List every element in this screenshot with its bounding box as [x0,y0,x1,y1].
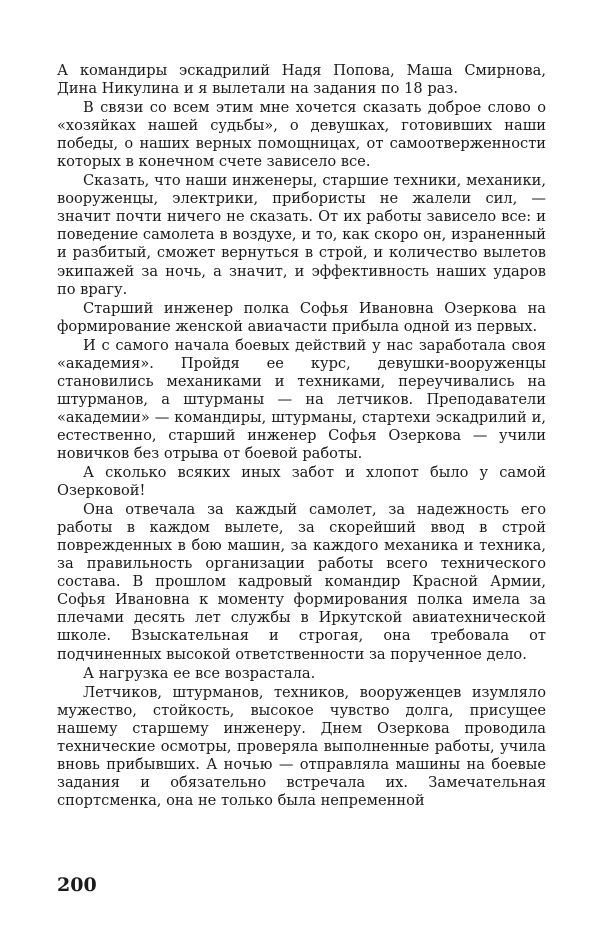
paragraph-4: Старший инженер полка Софья Ивановна Озеркова на формирование женской авиачасти прибыла одной из первых. [57,299,546,335]
paragraph-3: Сказать, что наши инженеры, старшие техники, механики, вооруженцы, электрики, прибористы не жалели сил, — значит почти ничего не сказать. От их работы зависело все: и поведение самолета в воздухе, и то, как скоро он, израненный и разбитый, сможет вернуться в строй, и количество вылетов экипажей за ночь, а значит, и эффективность наших ударов по врагу. [57,172,546,298]
page-number: 200 [57,874,97,896]
paragraph-9: Летчиков, штурманов, техников, вооруженцев изумляло мужество, стойкость, высокое чувство долга, присущее нашему старшему инженеру. Днем Озеркова проводила технические осмотры, проверяла выполненные работы, учила вновь прибывших. А ночью — отправляла машины на боевые задания и обязательно встречала их. Замечательная спортсменка, она не только была непременной [57,683,546,809]
paragraph-7: Она отвечала за каждый самолет, за надежность его работы в каждом вылете, за скорейший ввод в строй поврежденных в бою машин, за каждого механика и техника, за правильность организации работы всего технического состава. В прошлом кадровый командир Красной Армии, Софья Ивановна к моменту формирования полка имела за плечами десять лет службы в Иркутской авиатехнической школе. Взыскательная и строгая, она требовала от подчиненных высокой ответственности за порученное дело. [57,501,546,663]
paragraph-2: В связи со всем этим мне хочется сказать доброе слово о «хозяйках нашей судьбы», о девушках, готовивших наши победы, о наших верных помощницах, от самоотверженности которых в конечном счете зависело все. [57,99,546,171]
paragraph-1: А командиры эскадрилий Надя Попова, Маша Смирнова, Дина Никулина и я вылетали на задания по 18 раз. [57,62,546,98]
page-body [57,62,546,810]
paragraph-6: А сколько всяких иных забот и хлопот было у самой Озерковой! [57,464,546,500]
paragraph-5: И с самого начала боевых действий у нас заработала своя «академия». Пройдя ее курс, девушки-вооруженцы становились механиками и техниками, переучивались на штурманов, а штурманы — на летчиков. Преподаватели «академии» — командиры, штурманы, стартехи эскадрилий и, естественно, старший инженер Софья Озеркова — учили новичков без отрыва от боевой работы. [57,336,546,462]
paragraph-8: А нагрузка ее все возрастала. [83,664,316,682]
